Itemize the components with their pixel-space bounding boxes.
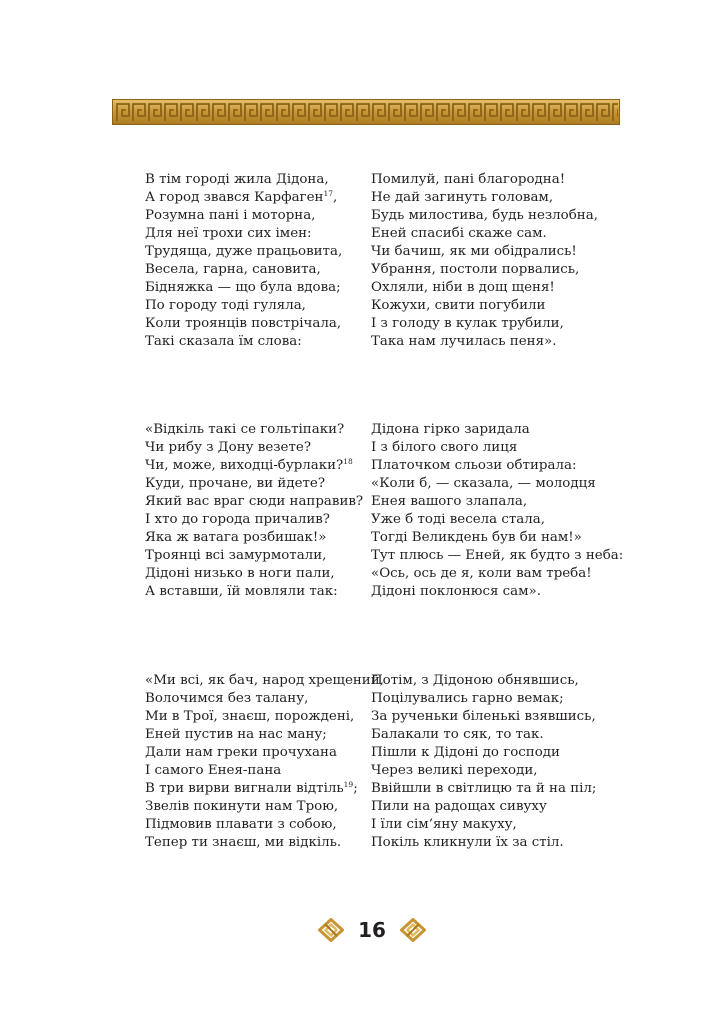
verse-line: Троянці всі замурмотали, [145,548,327,564]
verse-line: Еней спасибі скаже сам. [371,226,547,242]
verse-line: «Коли б, — сказала, — молодця [371,476,596,492]
verse-line: «Ми всі, як бач, народ хрещений, [145,673,384,688]
verse-line: Коли троянців повстрічала, [145,316,342,332]
verse-line: Тогді Великдень був би нам!» [371,530,582,546]
verse-line: Який вас враг сюди направив? [145,494,364,510]
verse-line: Тепер ти знаєш, ми відкіль. [145,835,342,851]
verse-line: Дідоні поклонюся сам». [371,584,541,600]
verse-line: Убрання, постоли порвались, [371,262,580,278]
verse-line: Кожухи, свити погубили [371,298,546,314]
verse-line: Платочком сльози обтирала: [371,458,577,474]
verse-line: Весела, гарна, сановита, [145,262,321,278]
verse-line: Дідоні низько в ноги пали, [145,566,335,582]
verse-line: Ми в Трої, знаєш, порождені, [145,709,355,725]
footnote-marker: 19 [343,780,354,790]
verse-line: Покіль кликнули їх за стіл. [371,835,564,851]
greek-key-border [112,99,620,125]
stanza-4 [371,421,623,601]
verse-line: І хто до города причалив? [145,512,330,528]
diamond-knot-icon [318,918,344,942]
verse-line: Трудяща, дуже працьовита, [145,244,343,260]
verse-line: Поцілувались гарно вемак; [371,691,564,707]
verse-line: Волочимся без талану, [145,691,309,707]
verse-line: І самого Енея-пана [145,763,282,779]
verse-line: За рученьки біленькі взявшись, [371,709,596,725]
verse-line: «Ось, ось де я, коли вам треба! [371,566,592,582]
verse-line: Чи, може, виходці-бурлаки?$^{18}$ [145,457,353,474]
verse-line: Будь милостива, будь незлобна, [371,208,598,224]
verse-line: Розумна пані і моторна, [145,208,316,224]
footnote-marker: 17 [323,189,333,199]
verse-line: Такі сказала їм слова: [145,334,302,350]
verse-line: А вставши, їй мовляли так: [145,584,338,600]
verse-line: Не дай загинуть головам, [371,190,554,206]
verse-line: Охляли, ніби в дощ щеня! [371,280,555,296]
page-number: 16 [358,918,386,942]
page-footer [0,910,714,950]
verse-line: Енея вашого злапала, [371,494,528,510]
verse-line: А город звався Карфаген$^{17}$, [145,189,338,206]
verse-line: Дідона гірко заридала [371,422,530,437]
verse-line: В три вирви вигнали відтіль$^{19}$; [145,780,358,797]
verse-line: Чи рибу з Дону везете? [145,440,311,456]
verse-line: Балакали то сяк, то так. [371,727,544,743]
verse-line: Чи бачиш, як ми обідрались! [371,244,577,260]
verse-line: Підмовив плавати з собою, [145,817,337,833]
verse-line: І їли сім’яну макуху, [371,817,517,833]
verse-line: Ввійшли в світлицю та й на піл; [371,781,597,797]
verse-line: В тім городі жила Дідона, [145,172,329,187]
verse-line: По городу тоді гуляла, [145,298,306,314]
verse-line: Тут плюсь — Еней, як будто з неба: [371,548,624,564]
stanza-1 [145,171,342,351]
verse-line: Звелів покинути нам Трою, [145,799,339,815]
verse-line: Дали нам греки прочухана [145,745,337,761]
verse-line: Еней пустив на нас ману; [145,727,327,743]
verse-line: Така нам лучилась пеня». [371,334,557,350]
verse-line: І з голоду в кулак трубили, [371,316,564,332]
verse-line: Яка ж ватага розбишак!» [145,530,327,546]
stanza-6 [371,672,596,852]
stanza-3 [145,421,363,601]
diamond-knot-icon [400,918,426,942]
stanza-2 [371,171,598,351]
verse-line: Через великі переходи, [371,763,538,779]
verse-line: Уже б тоді весела стала, [371,512,546,528]
verse-line: Помилуй, пані благородна! [371,172,566,187]
verse-line: І з білого свого лиця [371,440,518,456]
footnote-marker: 18 [343,457,353,467]
verse-line: Потім, з Дідоною обнявшись, [371,673,579,688]
verse-line: Пішли к Дідоні до господи [371,745,560,761]
verse-line: Куди, прочане, ви йдете? [145,476,326,492]
verse-line: Для неї трохи сих імен: [145,226,312,242]
verse-line: Бідняжка — що була вдова; [145,280,341,296]
verse-line: «Відкіль такі се гольтіпаки? [145,422,345,437]
verse-line: Пили на радощах сивуху [371,799,547,815]
stanza-5 [145,672,384,852]
